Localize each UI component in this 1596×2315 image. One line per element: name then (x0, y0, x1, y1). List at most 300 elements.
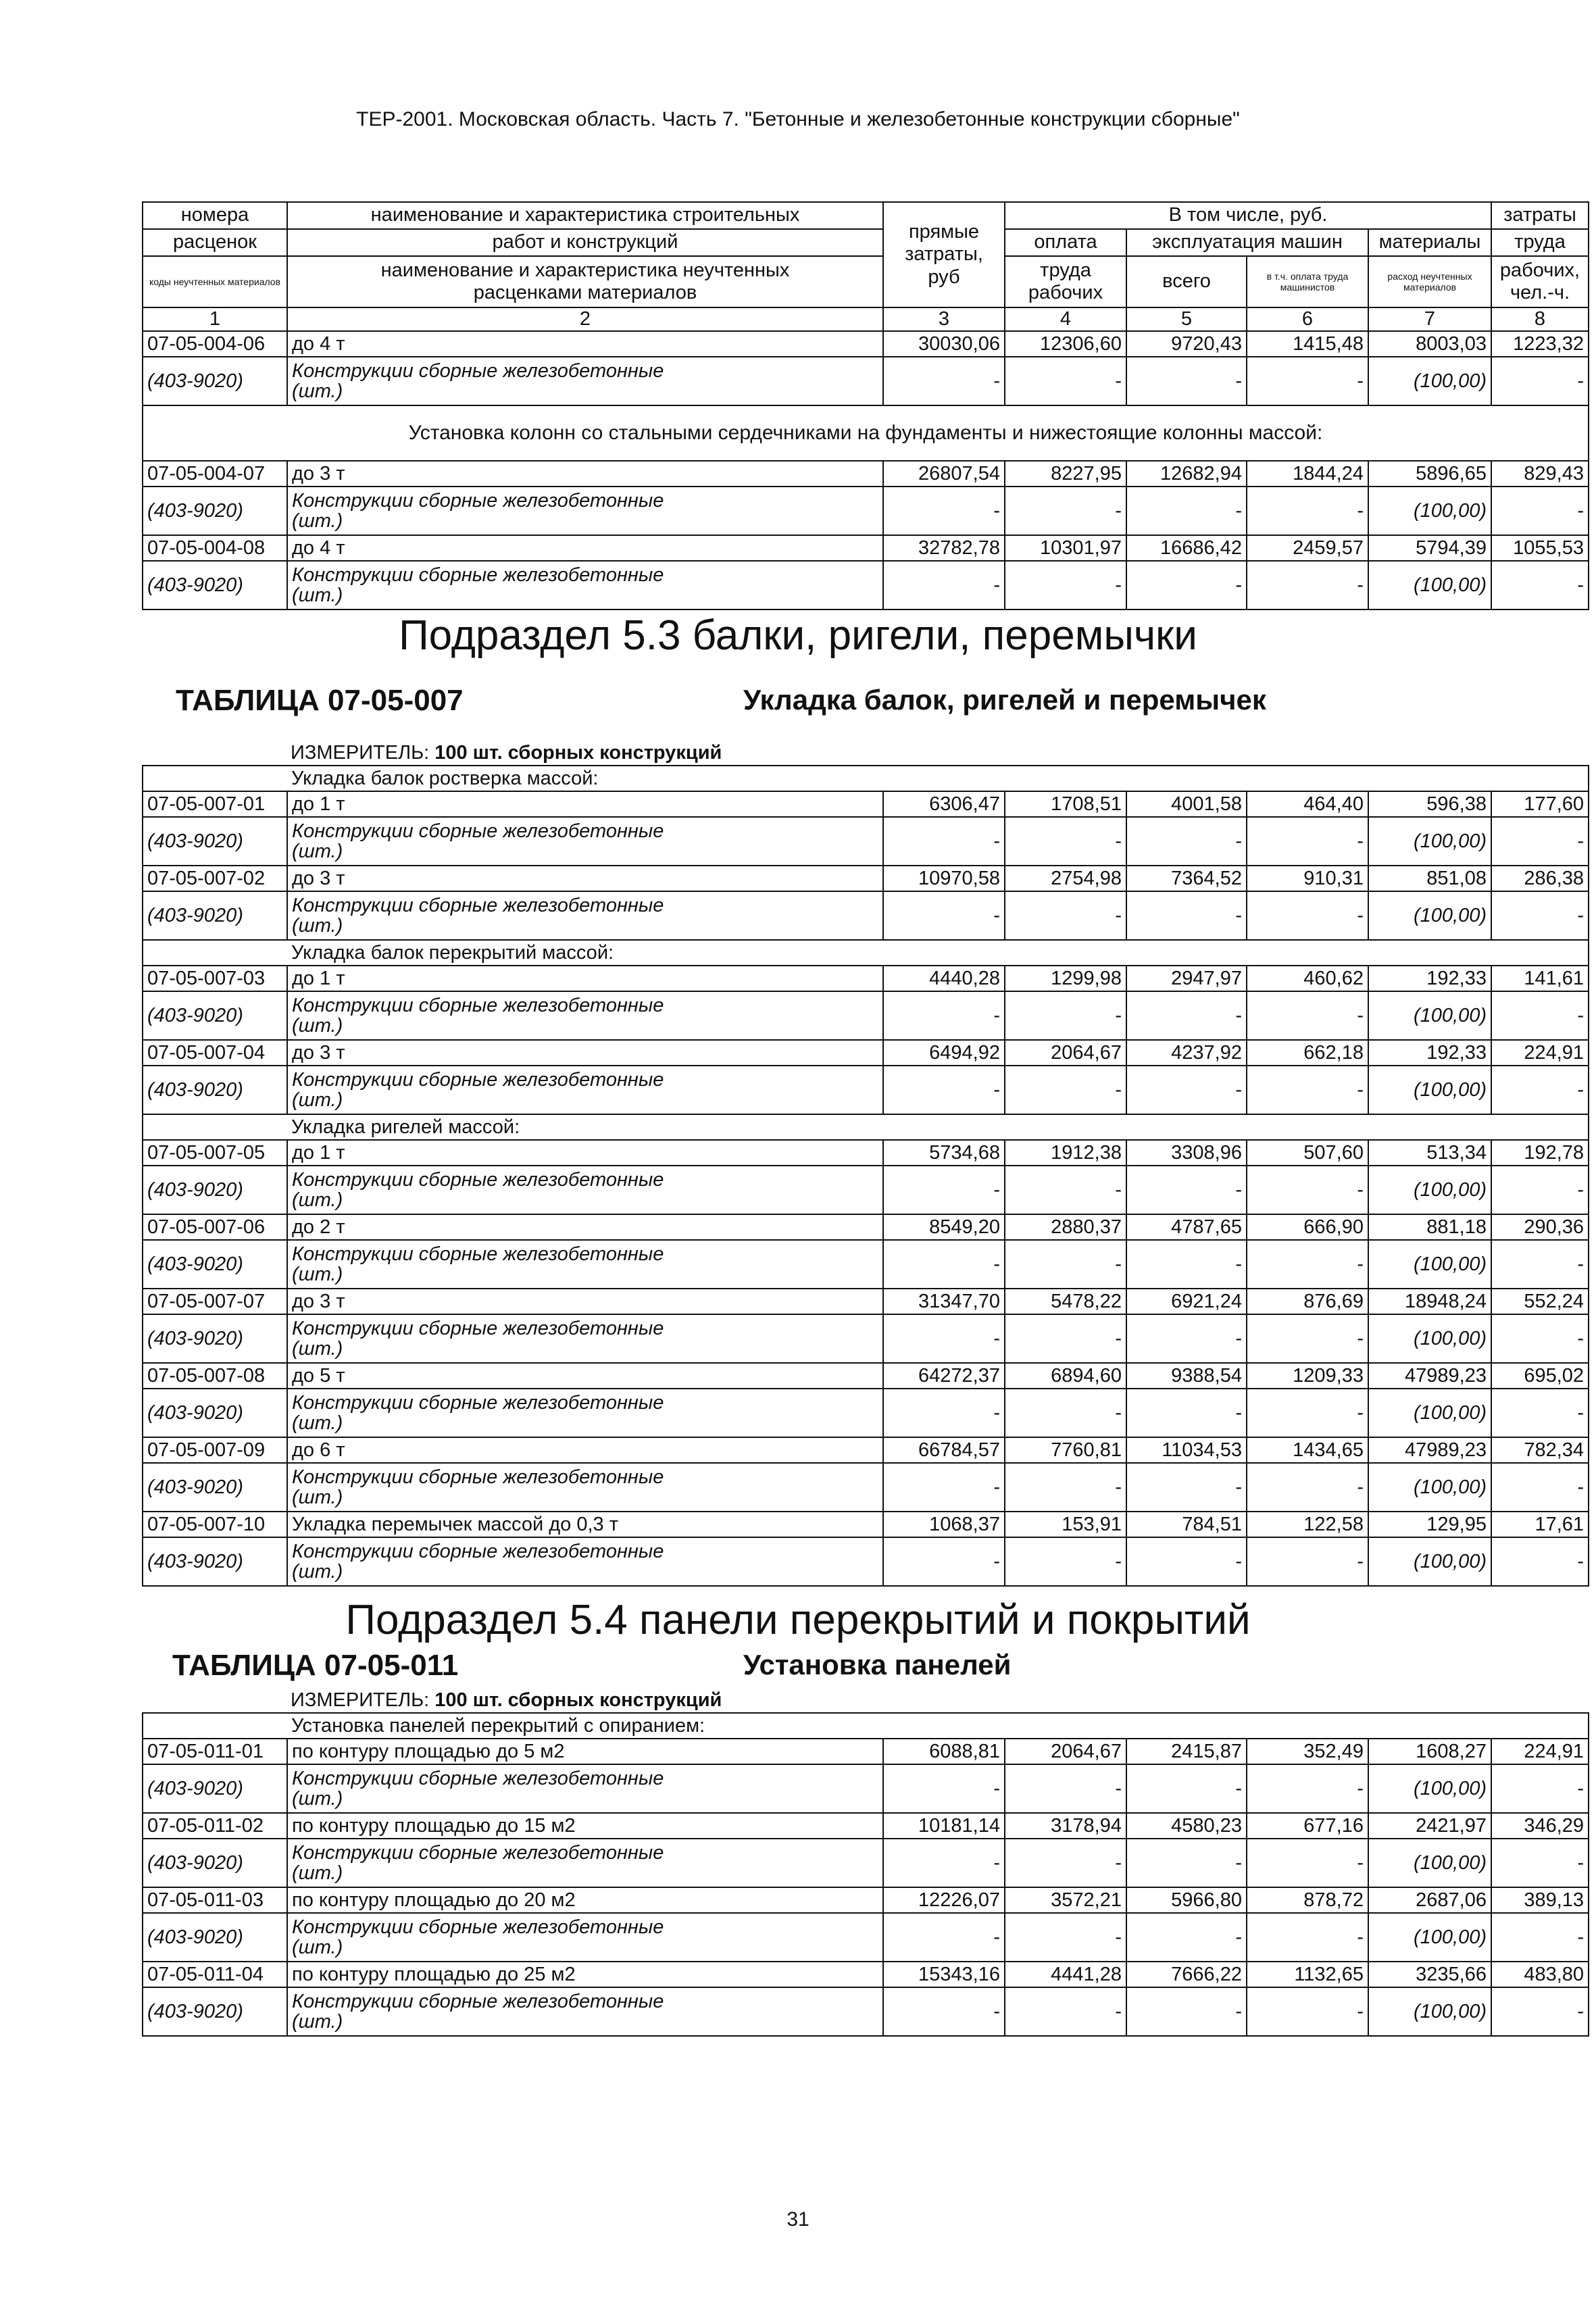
labor-pay: 3178,94 (1005, 1813, 1126, 1839)
header-pay-sub: труда рабочих (1005, 256, 1126, 307)
empty-value-pay: - (1005, 1314, 1126, 1363)
empty-value-mach_pay: - (1247, 891, 1368, 940)
work-name: до 3 т (287, 866, 883, 891)
measure-unit (291, 1689, 722, 1712)
direct-cost: 32782,78 (883, 535, 1005, 561)
material-qty: (100,00) (1368, 1913, 1491, 1962)
material-name (287, 1314, 883, 1363)
empty-value-pay: - (1005, 357, 1126, 405)
labor-pay: 2754,98 (1005, 866, 1126, 891)
rate-row (143, 1289, 1589, 1314)
work-name: по контуру площадью до 20 м2 (287, 1887, 883, 1913)
material-code: (403-9020) (143, 1463, 287, 1512)
material-code: (403-9020) (143, 1166, 287, 1214)
labor-pay: 12306,60 (1005, 331, 1126, 357)
col-number: 7 (1368, 307, 1491, 331)
header-pay: оплата (1005, 229, 1126, 256)
empty-value-direct: - (883, 1913, 1005, 1962)
empty-value-mach: - (1126, 1066, 1247, 1114)
empty-value-labor: - (1491, 1913, 1589, 1962)
material-code: (403-9020) (143, 991, 287, 1040)
materials-cost: 5896,65 (1368, 461, 1491, 487)
materials-cost: 596,38 (1368, 791, 1491, 817)
empty-value-mach_pay: - (1247, 1389, 1368, 1437)
direct-cost: 8549,20 (883, 1214, 1005, 1240)
empty-value-labor: - (1491, 1240, 1589, 1289)
material-row (143, 817, 1589, 866)
rate-code: 07-05-007-09 (143, 1437, 287, 1463)
empty-value-direct: - (883, 1987, 1005, 2036)
empty-value-labor: - (1491, 1166, 1589, 1214)
direct-cost: 6306,47 (883, 791, 1005, 817)
header-mat-sub: расход неучтенных материалов (1368, 256, 1491, 307)
empty-value-labor: - (1491, 1389, 1589, 1437)
direct-cost: 66784,57 (883, 1437, 1005, 1463)
material-unit: (шт.) (292, 584, 343, 607)
empty-value-labor: - (1491, 1066, 1589, 1114)
header-labor: затраты (1491, 202, 1589, 229)
empty-value-direct: - (883, 1389, 1005, 1437)
material-code: (403-9020) (143, 1987, 287, 2036)
material-row (143, 1463, 1589, 1512)
header-name-2: работ и конструкций (287, 229, 883, 256)
direct-cost: 12226,07 (883, 1887, 1005, 1913)
empty-value-mach: - (1126, 1987, 1247, 2036)
material-unit: (шт.) (292, 1561, 343, 1583)
material-row (143, 1987, 1589, 2036)
material-name (287, 487, 883, 535)
material-qty: (100,00) (1368, 357, 1491, 405)
material-row (143, 487, 1589, 535)
empty-value-mach: - (1126, 1764, 1247, 1813)
material-qty: (100,00) (1368, 817, 1491, 866)
material-qty: (100,00) (1368, 1066, 1491, 1114)
materials-cost: 851,08 (1368, 866, 1491, 891)
machines-total: 2415,87 (1126, 1739, 1247, 1764)
material-unit: (шт.) (292, 2011, 343, 2033)
empty-value-mach: - (1126, 1537, 1247, 1586)
materials-cost: 2421,97 (1368, 1813, 1491, 1839)
rate-code: 07-05-011-04 (143, 1962, 287, 1987)
rate-row (143, 1214, 1589, 1240)
empty-value-direct: - (883, 1166, 1005, 1214)
material-name-line: Конструкции сборные железобетонные (292, 564, 664, 586)
material-qty: (100,00) (1368, 1987, 1491, 2036)
material-name (287, 1389, 883, 1437)
rate-row (143, 866, 1589, 891)
machines-total: 11034,53 (1126, 1437, 1247, 1463)
section-title-5-4: Подраздел 5.4 панели перекрытий и покрытий (345, 1597, 1251, 1643)
rate-code: 07-05-004-06 (143, 331, 287, 357)
labor-pay: 6894,60 (1005, 1363, 1126, 1389)
rate-code: 07-05-011-03 (143, 1887, 287, 1913)
materials-cost: 8003,03 (1368, 331, 1491, 357)
labor-pay: 5478,22 (1005, 1289, 1126, 1314)
empty-value-direct: - (883, 1537, 1005, 1586)
empty-value-labor: - (1491, 1839, 1589, 1887)
direct-cost: 31347,70 (883, 1289, 1005, 1314)
header-direct: прямые затраты, руб (883, 202, 1005, 307)
header-code-sub: коды неучтенных материалов (143, 256, 287, 307)
machines-total: 4580,23 (1126, 1813, 1247, 1839)
work-name: до 3 т (287, 1289, 883, 1314)
material-code: (403-9020) (143, 1839, 287, 1887)
empty-value-mach_pay: - (1247, 1314, 1368, 1363)
empty-value-pay: - (1005, 817, 1126, 866)
empty-value-direct: - (883, 1314, 1005, 1363)
machinists-pay: 2459,57 (1247, 535, 1368, 561)
direct-cost: 30030,06 (883, 331, 1005, 357)
header-mach-incl: в т.ч. оплата труда машинистов (1247, 256, 1368, 307)
work-name: до 5 т (287, 1363, 883, 1389)
labor-hours: 290,36 (1491, 1214, 1589, 1240)
rate-code: 07-05-007-08 (143, 1363, 287, 1389)
col-number: 1 (143, 307, 287, 331)
material-qty: (100,00) (1368, 991, 1491, 1040)
direct-cost: 15343,16 (883, 1962, 1005, 1987)
empty-value-mach: - (1126, 817, 1247, 866)
direct-cost: 1068,37 (883, 1512, 1005, 1537)
work-name: до 3 т (287, 1040, 883, 1066)
empty-value-labor: - (1491, 817, 1589, 866)
direct-cost: 4440,28 (883, 966, 1005, 991)
work-name: до 3 т (287, 461, 883, 487)
rate-code: 07-05-007-10 (143, 1512, 287, 1537)
header-mach-total: всего (1126, 256, 1247, 307)
direct-cost: 5734,68 (883, 1140, 1005, 1166)
header-name-sub: наименование и характеристика неучтенных расценками материалов (287, 256, 883, 307)
rate-code: 07-05-007-01 (143, 791, 287, 817)
labor-pay: 2064,67 (1005, 1040, 1126, 1066)
empty-value-mach_pay: - (1247, 991, 1368, 1040)
material-name (287, 1240, 883, 1289)
empty-value-mach_pay: - (1247, 1066, 1368, 1114)
table-title: Установка панелей (743, 1649, 1012, 1681)
labor-hours: 829,43 (1491, 461, 1589, 487)
machinists-pay: 1415,48 (1247, 331, 1368, 357)
material-qty: (100,00) (1368, 561, 1491, 609)
empty-value-mach: - (1126, 357, 1247, 405)
rates-table-07-05-011 (142, 1712, 1589, 2037)
labor-hours: 695,02 (1491, 1363, 1589, 1389)
direct-cost: 10181,14 (883, 1813, 1005, 1839)
material-row (143, 991, 1589, 1040)
empty-value-pay: - (1005, 1913, 1126, 1962)
empty-value-direct: - (883, 1463, 1005, 1512)
material-code: (403-9020) (143, 1389, 287, 1437)
direct-cost: 64272,37 (883, 1363, 1005, 1389)
materials-cost: 47989,23 (1368, 1437, 1491, 1463)
labor-hours: 141,61 (1491, 966, 1589, 991)
empty-value-pay: - (1005, 487, 1126, 535)
material-qty: (100,00) (1368, 891, 1491, 940)
material-name-line: Конструкции сборные железобетонные (292, 1243, 664, 1265)
rate-code: 07-05-011-02 (143, 1813, 287, 1839)
work-name: по контуру площадью до 15 м2 (287, 1813, 883, 1839)
empty-value-direct: - (883, 891, 1005, 940)
machines-total: 4787,65 (1126, 1214, 1247, 1240)
machines-total: 3308,96 (1126, 1140, 1247, 1166)
group-title: Укладка балок ростверка массой: (287, 766, 1589, 791)
rates-table-07-05-007 (142, 765, 1589, 1587)
labor-pay: 3572,21 (1005, 1887, 1126, 1913)
material-unit: (шт.) (292, 915, 343, 937)
rate-code: 07-05-004-07 (143, 461, 287, 487)
header-code: номера (143, 202, 287, 229)
material-name (287, 1537, 883, 1586)
header-labor-2: труда (1491, 229, 1589, 256)
header-name: наименование и характеристика строительных (287, 202, 883, 229)
machinists-pay: 122,58 (1247, 1512, 1368, 1537)
material-unit: (шт.) (292, 1338, 343, 1360)
measure-value: 100 шт. сборных конструкций (434, 1689, 722, 1711)
labor-pay: 153,91 (1005, 1512, 1126, 1537)
material-row (143, 1537, 1589, 1586)
col-number: 2 (287, 307, 883, 331)
labor-pay: 2880,37 (1005, 1214, 1126, 1240)
empty-value-mach_pay: - (1247, 1764, 1368, 1813)
measure-label: ИЗМЕРИТЕЛЬ: (291, 742, 430, 764)
header-including: В том числе, руб. (1005, 202, 1491, 229)
material-row (143, 1066, 1589, 1114)
empty-value-direct: - (883, 1839, 1005, 1887)
direct-cost: 10970,58 (883, 866, 1005, 891)
material-qty: (100,00) (1368, 1166, 1491, 1214)
work-name: по контуру площадью до 5 м2 (287, 1739, 883, 1764)
empty-value-labor: - (1491, 1764, 1589, 1813)
material-unit: (шт.) (292, 1015, 343, 1037)
machines-total: 9720,43 (1126, 331, 1247, 357)
empty-value-pay: - (1005, 1166, 1126, 1214)
material-name-line: Конструкции сборные железобетонные (292, 1990, 664, 2012)
material-row (143, 1764, 1589, 1813)
material-qty: (100,00) (1368, 1537, 1491, 1586)
header-code-2: расценок (143, 229, 287, 256)
labor-pay: 1912,38 (1005, 1140, 1126, 1166)
col-number: 3 (883, 307, 1005, 331)
empty-value-mach_pay: - (1247, 1240, 1368, 1289)
empty-value-mach_pay: - (1247, 357, 1368, 405)
material-row (143, 561, 1589, 609)
rate-row (143, 461, 1589, 487)
labor-hours: 1055,53 (1491, 535, 1589, 561)
work-name: до 4 т (287, 331, 883, 357)
material-name-line: Конструкции сборные железобетонные (292, 1540, 664, 1562)
material-qty: (100,00) (1368, 1389, 1491, 1437)
material-row (143, 1839, 1589, 1887)
col-number: 4 (1005, 307, 1126, 331)
empty-value-mach: - (1126, 991, 1247, 1040)
empty-value-pay: - (1005, 1987, 1126, 2036)
materials-cost: 513,34 (1368, 1140, 1491, 1166)
material-unit: (шт.) (292, 1487, 343, 1508)
machines-total: 12682,94 (1126, 461, 1247, 487)
empty-value-pay: - (1005, 1240, 1126, 1289)
material-code: (403-9020) (143, 1913, 287, 1962)
materials-cost: 2687,06 (1368, 1887, 1491, 1913)
labor-pay: 1708,51 (1005, 791, 1126, 817)
material-qty: (100,00) (1368, 1764, 1491, 1813)
materials-cost: 47989,23 (1368, 1363, 1491, 1389)
empty-value-mach: - (1126, 1913, 1247, 1962)
material-name (287, 1987, 883, 2036)
material-name (287, 891, 883, 940)
empty-value-mach_pay: - (1247, 1166, 1368, 1214)
machines-total: 7666,22 (1126, 1962, 1247, 1987)
measure-value: 100 шт. сборных конструкций (434, 742, 722, 764)
materials-cost: 1608,27 (1368, 1739, 1491, 1764)
empty-value-direct: - (883, 817, 1005, 866)
material-code: (403-9020) (143, 817, 287, 866)
empty-value-labor: - (1491, 487, 1589, 535)
rate-row (143, 1363, 1589, 1389)
material-name-line: Конструкции сборные железобетонные (292, 1466, 664, 1488)
rate-code: 07-05-007-04 (143, 1040, 287, 1066)
material-unit: (шт.) (292, 1264, 343, 1285)
material-row (143, 1389, 1589, 1437)
empty-value-labor: - (1491, 1314, 1589, 1363)
material-unit: (шт.) (292, 510, 343, 532)
work-name: до 1 т (287, 791, 883, 817)
material-qty: (100,00) (1368, 487, 1491, 535)
material-qty: (100,00) (1368, 1314, 1491, 1363)
empty-value-labor: - (1491, 1463, 1589, 1512)
empty-value-pay: - (1005, 561, 1126, 609)
rates-table-07-05-004 (142, 201, 1589, 610)
group-title: Укладка балок перекрытий массой: (287, 940, 1589, 966)
labor-hours: 17,61 (1491, 1512, 1589, 1537)
rate-code: 07-05-007-06 (143, 1214, 287, 1240)
empty-value-mach_pay: - (1247, 1987, 1368, 2036)
work-name: до 1 т (287, 1140, 883, 1166)
labor-hours: 483,80 (1491, 1962, 1589, 1987)
material-name-line: Конструкции сборные железобетонные (292, 1068, 664, 1091)
empty-value-labor: - (1491, 991, 1589, 1040)
work-name: по контуру площадью до 25 м2 (287, 1962, 883, 1987)
empty-value-pay: - (1005, 1764, 1126, 1813)
empty-value-mach_pay: - (1247, 1463, 1368, 1512)
rate-code: 07-05-004-08 (143, 535, 287, 561)
labor-hours: 782,34 (1491, 1437, 1589, 1463)
empty-value-direct: - (883, 561, 1005, 609)
materials-cost: 3235,66 (1368, 1962, 1491, 1987)
machinists-pay: 666,90 (1247, 1214, 1368, 1240)
materials-cost: 192,33 (1368, 966, 1491, 991)
rate-row (143, 966, 1589, 991)
material-qty: (100,00) (1368, 1463, 1491, 1512)
material-name (287, 1166, 883, 1214)
rate-row (143, 1140, 1589, 1166)
materials-cost: 881,18 (1368, 1214, 1491, 1240)
material-name (287, 1839, 883, 1887)
empty-value-direct: - (883, 487, 1005, 535)
page-header: ТЕР-2001. Московская область. Часть 7. "Бетонные и железобетонные конструкции сборные" (356, 108, 1240, 130)
rate-row (143, 535, 1589, 561)
empty-value-mach: - (1126, 487, 1247, 535)
machinists-pay: 876,69 (1247, 1289, 1368, 1314)
empty-value-mach_pay: - (1247, 561, 1368, 609)
work-name: до 2 т (287, 1214, 883, 1240)
material-code: (403-9020) (143, 891, 287, 940)
material-name (287, 991, 883, 1040)
material-row (143, 891, 1589, 940)
labor-hours: 346,29 (1491, 1813, 1589, 1839)
empty-value-pay: - (1005, 1066, 1126, 1114)
labor-hours: 224,91 (1491, 1739, 1589, 1764)
machines-total: 2947,97 (1126, 966, 1247, 991)
labor-pay: 10301,97 (1005, 535, 1126, 561)
material-name-line: Конструкции сборные железобетонные (292, 1168, 664, 1191)
empty-value-mach_pay: - (1247, 1839, 1368, 1887)
rate-row (143, 1512, 1589, 1537)
empty-value-pay: - (1005, 1537, 1126, 1586)
material-row (143, 1913, 1589, 1962)
material-unit: (шт.) (292, 841, 343, 862)
machines-total: 9388,54 (1126, 1363, 1247, 1389)
material-name-line: Конструкции сборные железобетонные (292, 1767, 664, 1789)
empty-value-labor: - (1491, 357, 1589, 405)
empty-value-labor: - (1491, 891, 1589, 940)
material-name-line: Конструкции сборные железобетонные (292, 820, 664, 842)
materials-cost: 5794,39 (1368, 535, 1491, 561)
material-unit: (шт.) (292, 1937, 343, 1958)
material-code: (403-9020) (143, 1066, 287, 1114)
empty-value-labor: - (1491, 561, 1589, 609)
work-name: Укладка перемычек массой до 0,3 т (287, 1512, 883, 1537)
material-name-line: Конструкции сборные железобетонные (292, 1841, 664, 1864)
machinists-pay: 464,40 (1247, 791, 1368, 817)
material-unit: (шт.) (292, 1788, 343, 1810)
rate-code: 07-05-007-02 (143, 866, 287, 891)
work-name: до 6 т (287, 1437, 883, 1463)
direct-cost: 6088,81 (883, 1739, 1005, 1764)
material-name-line: Конструкции сборные железобетонные (292, 994, 664, 1016)
empty-value-direct: - (883, 357, 1005, 405)
labor-pay: 4441,28 (1005, 1962, 1126, 1987)
group-title: Установка панелей перекрытий с опиранием: (287, 1713, 1589, 1739)
empty-value-labor: - (1491, 1987, 1589, 2036)
materials-cost: 192,33 (1368, 1040, 1491, 1066)
material-name-line: Конструкции сборные железобетонные (292, 894, 664, 916)
machinists-pay: 1434,65 (1247, 1437, 1368, 1463)
machinists-pay: 910,31 (1247, 866, 1368, 891)
empty-value-direct: - (883, 991, 1005, 1040)
labor-hours: 192,78 (1491, 1140, 1589, 1166)
machinists-pay: 662,18 (1247, 1040, 1368, 1066)
empty-value-pay: - (1005, 891, 1126, 940)
materials-cost: 129,95 (1368, 1512, 1491, 1537)
header-machines: эксплуатация машин (1126, 229, 1368, 256)
empty-value-labor: - (1491, 1537, 1589, 1586)
labor-pay: 7760,81 (1005, 1437, 1126, 1463)
machinists-pay: 1844,24 (1247, 461, 1368, 487)
rate-code: 07-05-007-07 (143, 1289, 287, 1314)
empty-value-direct: - (883, 1764, 1005, 1813)
col-number: 6 (1247, 307, 1368, 331)
material-qty: (100,00) (1368, 1839, 1491, 1887)
material-row (143, 1240, 1589, 1289)
material-name-line: Конструкции сборные железобетонные (292, 359, 664, 382)
machines-total: 4237,92 (1126, 1040, 1247, 1066)
labor-hours: 552,24 (1491, 1289, 1589, 1314)
labor-pay: 8227,95 (1005, 461, 1126, 487)
empty-value-mach: - (1126, 891, 1247, 940)
empty-value-mach: - (1126, 1166, 1247, 1214)
direct-cost: 26807,54 (883, 461, 1005, 487)
empty-value-mach: - (1126, 1240, 1247, 1289)
empty-value-mach: - (1126, 1463, 1247, 1512)
group-title: Установка колонн со стальными сердечниками на фундаменты и нижестоящие колонны массой: (143, 405, 1589, 461)
